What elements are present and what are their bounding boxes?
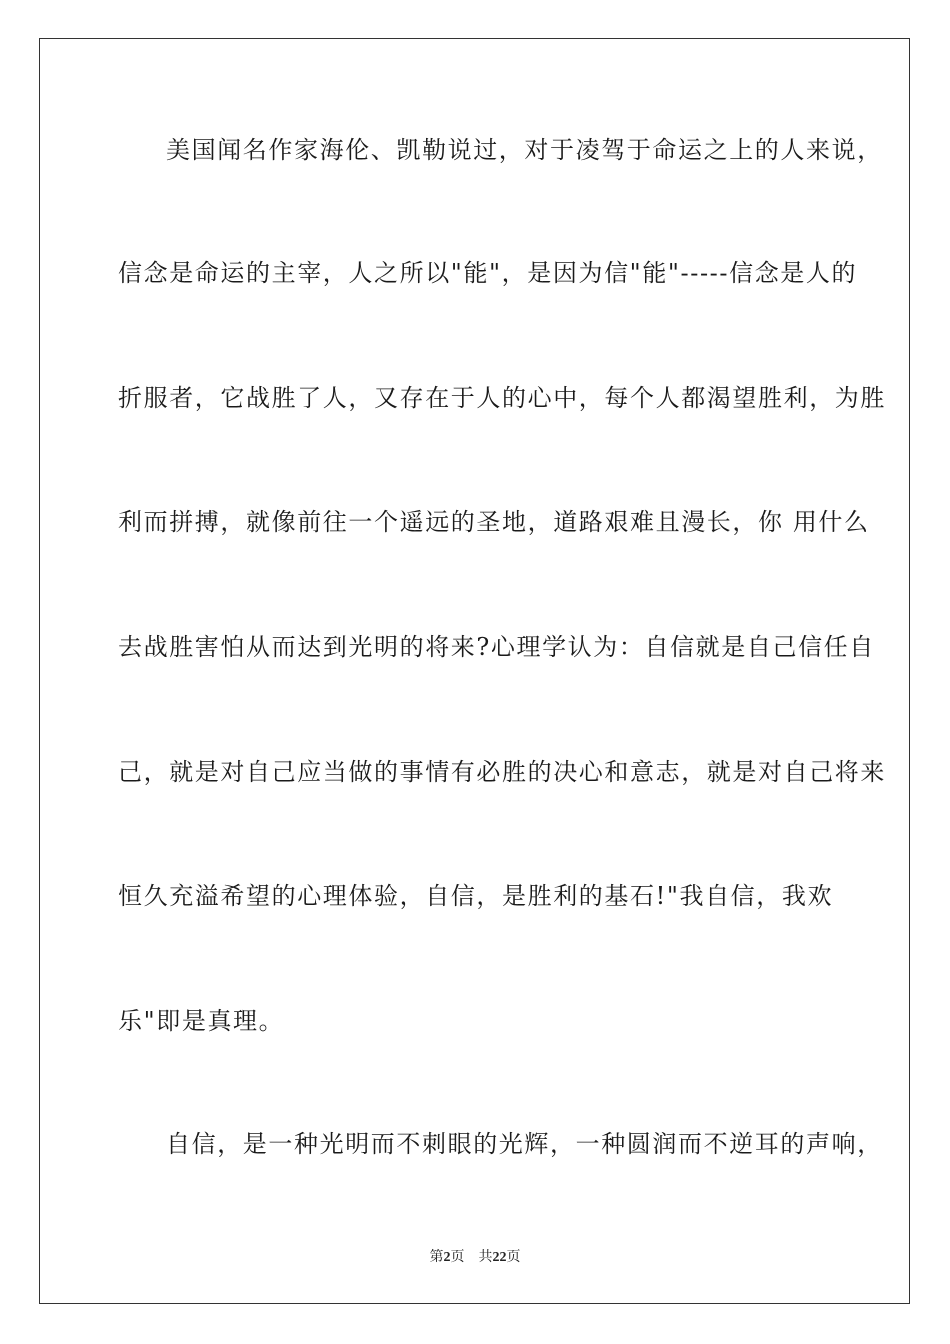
paragraph-1-line-7: 恒久充溢希望的心理体验，自信，是胜利的基石!"我自信，我欢 bbox=[118, 882, 834, 910]
footer-total-suffix: 页 bbox=[506, 1249, 521, 1265]
paragraph-1-line-5: 去战胜害怕从而达到光明的将来?心理学认为：自信就是自己信任自 bbox=[118, 633, 875, 661]
footer-total-prefix: 共 bbox=[478, 1249, 493, 1265]
paragraph-1-line-3: 折服者，它战胜了人，又存在于人的心中，每个人都渴望胜利，为胜 bbox=[118, 384, 886, 412]
footer-page-word: 页 bbox=[450, 1249, 465, 1265]
paragraph-1-line-2: 信念是命运的主宰，人之所以"能"，是因为信"能"-----信念是人的 bbox=[118, 259, 858, 287]
page-footer bbox=[0, 1248, 950, 1267]
footer-current-page: 2 bbox=[443, 1250, 451, 1265]
paragraph-2-line-1: 自信，是一种光明而不刺眼的光辉，一种圆润而不逆耳的声响， bbox=[166, 1130, 883, 1158]
footer-total-pages: 22 bbox=[492, 1250, 507, 1265]
paragraph-1-line-4: 利而拼搏，就像前往一个遥远的圣地，道路艰难且漫长，你 用什么 bbox=[118, 508, 870, 536]
paragraph-1-line-8: 乐"即是真理。 bbox=[118, 1007, 285, 1035]
paragraph-1-line-6: 己，就是对自己应当做的事情有必胜的决心和意志，就是对自己将来 bbox=[118, 758, 886, 786]
paragraph-1-line-1: 美国闻名作家海伦、凯勒说过，对于凌驾于命运之上的人来说， bbox=[166, 136, 883, 164]
footer-prefix: 第 bbox=[429, 1249, 444, 1265]
page-border bbox=[39, 38, 910, 1304]
